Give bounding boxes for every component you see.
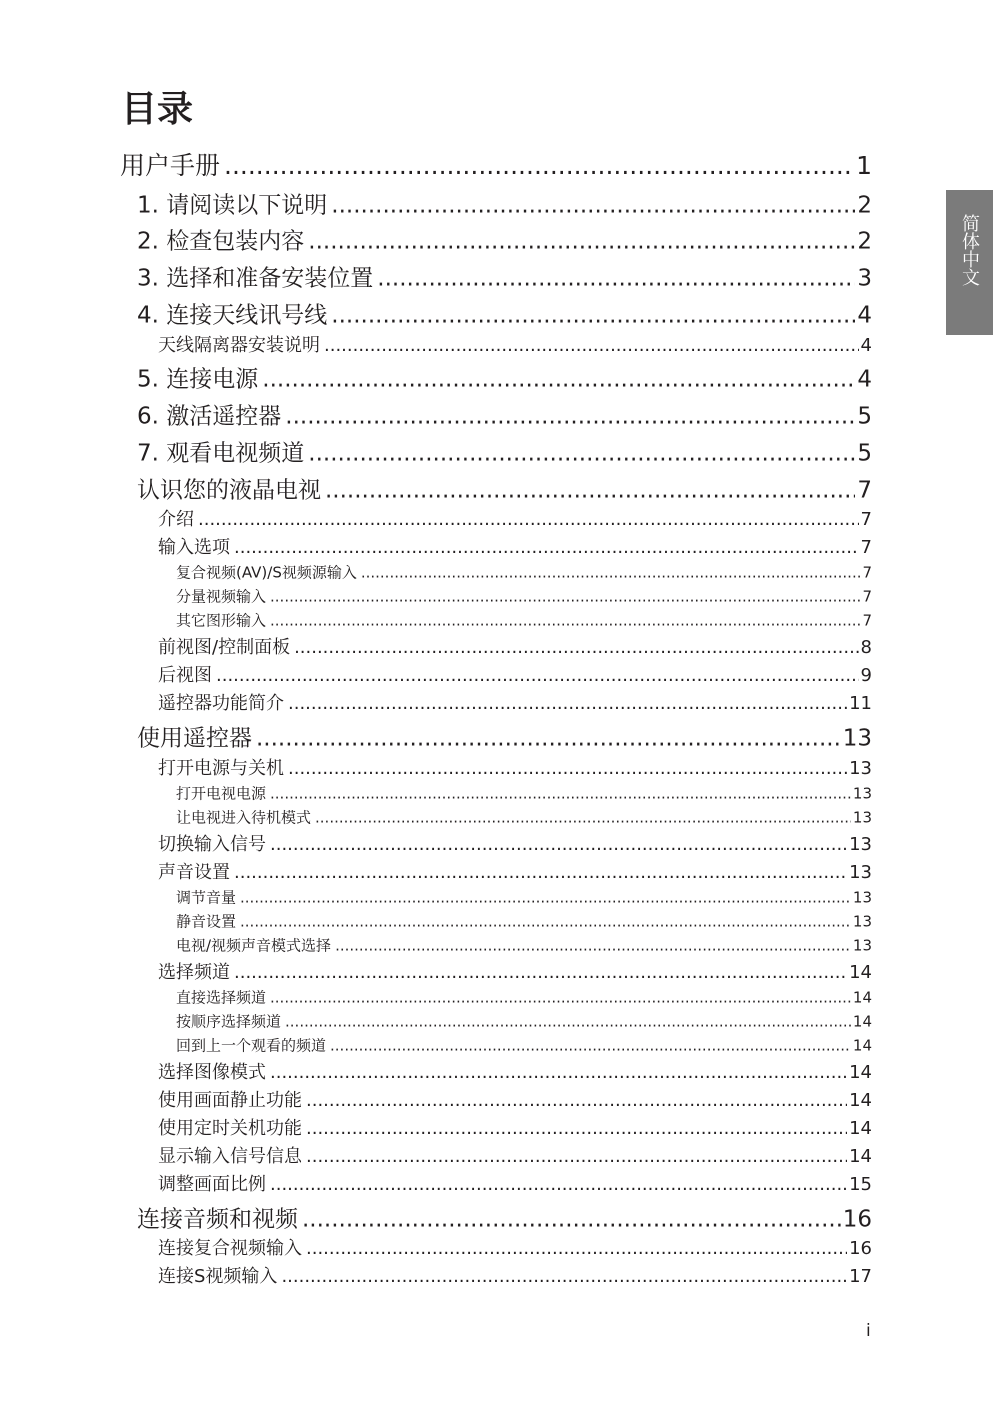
toc-entry-page: 4 <box>857 302 872 329</box>
toc-entry[interactable] <box>158 689 872 715</box>
toc-entry-label: 天线隔离器安装说明 <box>158 335 320 356</box>
toc-leader-dots <box>306 1118 847 1139</box>
toc-entry-page: 7 <box>860 509 872 530</box>
toc-entry[interactable] <box>158 830 872 856</box>
toc-entry[interactable] <box>158 1058 872 1084</box>
toc-entry-label: 调节音量 <box>176 888 237 907</box>
toc-leader-dots <box>308 229 855 255</box>
toc-entry-label: 电视/视频声音模式选择 <box>176 936 332 955</box>
toc-leader-dots <box>270 989 851 1007</box>
toc-entry[interactable] <box>158 633 872 659</box>
toc-entry-page: 3 <box>857 265 872 292</box>
page-number: i <box>866 1321 871 1341</box>
toc-leader-dots <box>256 726 841 752</box>
toc-leader-dots <box>240 889 851 907</box>
toc-entry-page: 14 <box>852 1012 872 1031</box>
toc-leader-dots <box>315 809 851 827</box>
toc-entry-page: 13 <box>852 784 872 803</box>
toc-entry-label: 使用遥控器 <box>137 725 252 752</box>
toc-entry-page: 2 <box>857 228 872 255</box>
toc-leader-dots <box>285 1013 851 1031</box>
toc-entry[interactable] <box>176 586 872 607</box>
toc-entry-label: 选择频道 <box>158 962 230 983</box>
toc-entry-label: 3. 选择和准备安装位置 <box>137 265 374 292</box>
toc-entry[interactable] <box>176 1011 872 1032</box>
toc-entry[interactable] <box>176 887 872 908</box>
toc-entry-label: 复合视频(AV)/S视频源输入 <box>176 563 357 582</box>
toc-entry[interactable] <box>176 783 872 804</box>
toc-entry[interactable] <box>176 935 872 956</box>
toc-entry-page: 16 <box>842 1206 872 1233</box>
toc-leader-dots <box>288 693 847 714</box>
toc-entry[interactable] <box>158 1142 872 1168</box>
toc-entry-page: 13 <box>852 808 872 827</box>
toc-entry-label: 遥控器功能简介 <box>158 693 284 714</box>
toc-entry[interactable] <box>158 505 872 531</box>
toc-entry[interactable] <box>158 958 872 984</box>
toc-entry-label: 使用画面静止功能 <box>158 1090 302 1111</box>
toc-entry[interactable] <box>158 1170 872 1196</box>
toc-entry[interactable] <box>137 223 872 256</box>
toc-entry[interactable] <box>137 260 872 293</box>
toc-entry-label: 4. 连接天线讯号线 <box>137 302 328 329</box>
toc-entry-page: 7 <box>860 537 872 558</box>
toc-entry-label: 按顺序选择频道 <box>176 1012 282 1031</box>
toc-entry-label: 输入选项 <box>158 537 230 558</box>
toc-entry-page: 14 <box>852 1036 872 1055</box>
toc-entry-label: 静音设置 <box>176 912 237 931</box>
toc-entry-page: 5 <box>857 403 872 430</box>
toc-leader-dots <box>325 478 855 504</box>
toc-leader-dots <box>294 637 858 658</box>
toc-leader-dots <box>281 1266 847 1287</box>
toc-entry-page: 4 <box>860 335 872 356</box>
toc-entry[interactable] <box>158 1086 872 1112</box>
toc-leader-dots <box>198 509 859 530</box>
toc-entry[interactable] <box>137 472 872 505</box>
toc-leader-dots <box>331 303 855 329</box>
toc-entry-label: 6. 激活遥控器 <box>137 403 282 430</box>
toc-leader-dots <box>331 193 855 219</box>
language-tab <box>946 190 993 335</box>
toc-leader-dots <box>270 834 847 855</box>
toc-entry[interactable] <box>176 1035 872 1056</box>
toc-entry-page: 13 <box>852 936 872 955</box>
toc-leader-dots <box>270 785 851 803</box>
toc-entry-page: 17 <box>849 1266 872 1287</box>
toc-entry[interactable] <box>176 987 872 1008</box>
page-title: 目录 <box>121 89 194 130</box>
toc-entry[interactable] <box>176 911 872 932</box>
toc-entry-label: 显示输入信号信息 <box>158 1146 302 1167</box>
toc-entry-label: 调整画面比例 <box>158 1174 266 1195</box>
toc-entry-label: 选择图像模式 <box>158 1062 266 1083</box>
toc-entry-page: 7 <box>862 611 872 630</box>
toc-leader-dots <box>240 913 851 931</box>
toc-entry-label: 2. 检查包装内容 <box>137 228 305 255</box>
toc-entry-label: 其它图形输入 <box>176 611 267 630</box>
toc-entry-page: 11 <box>849 693 872 714</box>
toc-leader-dots <box>308 441 855 467</box>
toc-leader-dots <box>302 1207 841 1233</box>
toc-entry-label: 后视图 <box>158 665 212 686</box>
toc-entry-label: 使用定时关机功能 <box>158 1118 302 1139</box>
toc-entry-label: 连接复合视频输入 <box>158 1238 302 1259</box>
toc-entry-page: 14 <box>849 1118 872 1139</box>
toc-entry-page: 13 <box>852 912 872 931</box>
toc-entry-page: 2 <box>857 192 872 219</box>
toc-entry[interactable] <box>137 297 872 330</box>
toc-entry-page: 14 <box>849 1090 872 1111</box>
toc-entry[interactable] <box>158 1114 872 1140</box>
toc-leader-dots <box>330 1037 851 1055</box>
toc-leader-dots <box>306 1090 847 1111</box>
toc-entry[interactable] <box>158 858 872 884</box>
toc-entry-label: 让电视进入待机模式 <box>176 808 312 827</box>
toc-entry[interactable] <box>137 398 872 431</box>
toc-entry[interactable] <box>137 720 872 753</box>
toc-entry-page: 13 <box>852 888 872 907</box>
toc-leader-dots <box>288 758 847 779</box>
toc-leader-dots <box>262 367 855 393</box>
toc-leader-dots <box>361 564 861 582</box>
toc-leader-dots <box>270 1062 847 1083</box>
toc-entry-page: 9 <box>860 665 872 686</box>
toc-entry[interactable] <box>137 435 872 468</box>
toc-leader-dots <box>234 862 847 883</box>
language-tab-label: 简体中文 <box>959 214 980 286</box>
toc-leader-dots <box>335 937 851 955</box>
toc-entry-label: 回到上一个观看的频道 <box>176 1036 327 1055</box>
toc-entry-page: 7 <box>857 477 872 504</box>
toc-entry-label: 7. 观看电视频道 <box>137 440 305 467</box>
toc-leader-dots <box>306 1238 847 1259</box>
toc-entry-label: 直接选择频道 <box>176 988 267 1007</box>
toc-leader-dots <box>270 588 860 606</box>
toc-entry-page: 13 <box>849 834 872 855</box>
toc-leader-dots <box>270 1174 847 1195</box>
toc-entry-page: 13 <box>849 862 872 883</box>
toc-leader-dots <box>377 266 855 292</box>
toc-entry-label: 打开电源与关机 <box>158 758 284 779</box>
toc-entry[interactable] <box>120 146 872 182</box>
toc-entry[interactable] <box>176 807 872 828</box>
toc-entry-page: 13 <box>842 725 872 752</box>
toc-entry[interactable] <box>158 661 872 687</box>
toc-entry-page: 4 <box>857 366 872 393</box>
toc-entry-page: 13 <box>849 758 872 779</box>
toc-entry[interactable] <box>137 361 872 394</box>
toc-entry-page: 14 <box>852 988 872 1007</box>
toc-entry-page: 16 <box>849 1238 872 1259</box>
toc-entry-page: 14 <box>849 962 872 983</box>
toc-entry-label: 打开电视电源 <box>176 784 267 803</box>
toc-entry[interactable] <box>158 754 872 780</box>
toc-entry-page: 14 <box>849 1062 872 1083</box>
toc-leader-dots <box>306 1146 847 1167</box>
toc-entry-page: 7 <box>862 563 872 582</box>
toc-leader-dots <box>270 612 860 630</box>
toc-entry[interactable] <box>137 187 872 220</box>
toc-entry-label: 用户手册 <box>120 151 221 180</box>
toc-entry-label: 介绍 <box>158 509 194 530</box>
toc-entry-label: 连接S视频输入 <box>158 1266 278 1287</box>
toc-entry[interactable] <box>158 533 872 559</box>
toc-entry-page: 8 <box>860 637 872 658</box>
toc-entry-label: 1. 请阅读以下说明 <box>137 192 328 219</box>
toc-entry[interactable] <box>176 562 872 583</box>
toc-entry[interactable] <box>176 610 872 631</box>
toc-entry-page: 7 <box>862 587 872 606</box>
toc-leader-dots <box>285 404 855 430</box>
toc-leader-dots <box>224 151 854 180</box>
toc-entry-label: 切换输入信号 <box>158 834 266 855</box>
toc-entry[interactable] <box>158 1234 872 1260</box>
toc-entry-page: 5 <box>857 440 872 467</box>
toc-entry[interactable] <box>158 1262 872 1288</box>
toc-entry-label: 连接音频和视频 <box>137 1206 298 1233</box>
toc-entry[interactable] <box>158 331 872 357</box>
toc-leader-dots <box>216 665 859 686</box>
toc-entry-page: 1 <box>856 151 872 180</box>
toc-entry-label: 前视图/控制面板 <box>158 637 291 658</box>
toc-leader-dots <box>324 335 859 356</box>
toc-entry-label: 声音设置 <box>158 862 230 883</box>
toc-entry[interactable] <box>137 1201 872 1234</box>
toc-leader-dots <box>234 962 847 983</box>
toc-entry-label: 认识您的液晶电视 <box>137 477 321 504</box>
toc-leader-dots <box>234 537 859 558</box>
toc-entry-label: 分量视频输入 <box>176 587 267 606</box>
toc-entry-page: 15 <box>849 1174 872 1195</box>
toc-entry-label: 5. 连接电源 <box>137 366 259 393</box>
toc-entry-page: 14 <box>849 1146 872 1167</box>
